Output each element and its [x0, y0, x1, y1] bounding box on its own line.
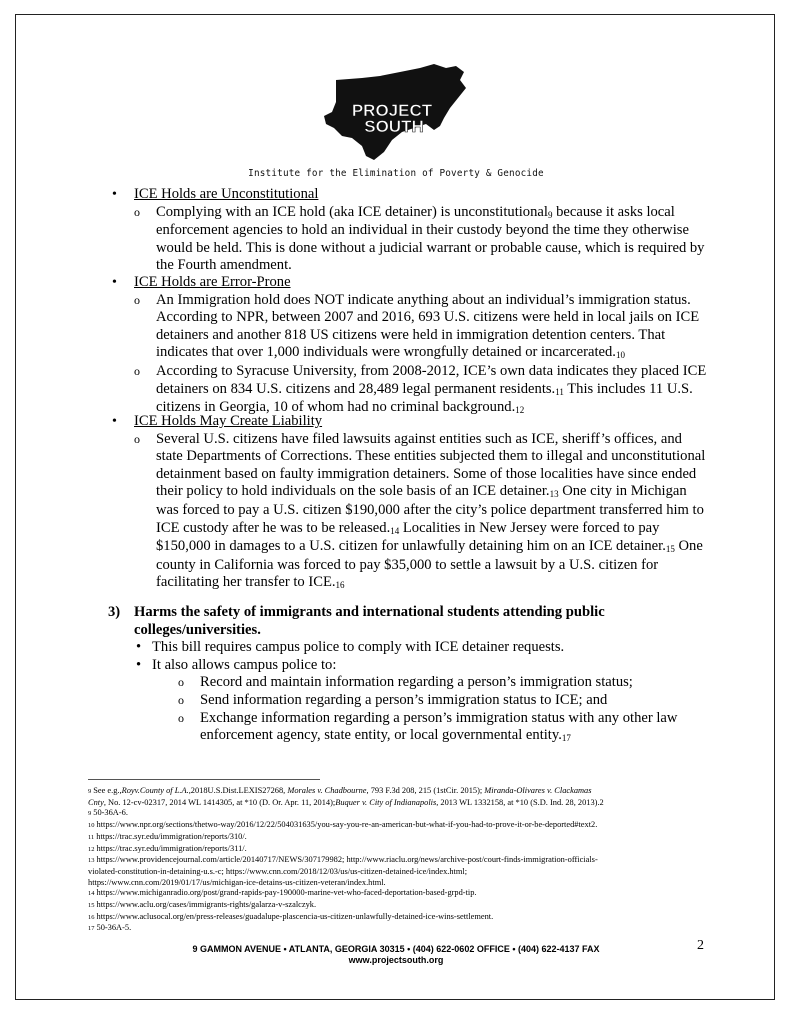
- footnote: 17 50-36A-5.: [88, 923, 132, 933]
- list-item: o An Immigration hold does NOT indicate anything about an individual’s immigration status. According to NPR, between 2007 and 2016, 693 U.S. citizens were held in local jails on ICE detainers and another 818 US citizens were held in immigration detention centers. That indicates that over 1,000 individuals were wrongfully detained or incarcerated.10: [118, 292, 708, 363]
- point-title: 3) Harms the safety of immigrants and international students attending public colleges/universities.: [108, 604, 605, 638]
- footnote-link[interactable]: violated-constitution-in-detaining-u.s.-c; https://www.cnn.com/2018/12/03/us/us-citizen-detained-ice/index.html;: [88, 866, 468, 876]
- footnote: 9 See e.g.,Royv.County of L.A.,2018U.S.Dist.LEXIS27268, Morales v. Chadbourne, 793 F.3d 208, 215 (1stCir. 2015); Miranda-Olivares v. Clackamas: [88, 786, 592, 795]
- section-unconstitutional: [118, 186, 708, 275]
- list-item: o Record and maintain information regarding a person’s immigration status;: [108, 674, 708, 692]
- footnote-link[interactable]: 16 https://www.aclusocal.org/en/press-releases/guadalupe-plascencia-us-citizen-unlawfully-detained-ice-wins-settlement.: [88, 911, 494, 921]
- footnote-link[interactable]: 10 https://www.npr.org/sections/thetwo-way/2016/12/22/504031635/you-say-you-re-an-american-but-what-if-you-had-to-prove-it-or-be-deported#text2.: [88, 820, 598, 830]
- footnote-link[interactable]: 12 https://trac.syr.edu/immigration/reports/311/.: [88, 843, 247, 853]
- list-item: o Several U.S. citizens have filed lawsuits against entities such as ICE, sheriff’s offices, and state Departments of Corrections. These entities subjected them to illegal and unconstitutional detainment based on faulty immigration detainers. Some of those localities have since ended their policy to hold individuals on the sole basis of an ICE detainer.13 One city in Michigan was forced to pay a U.S. citizen $190,000 after the city’s police department transferred him to ICE custody after he was to be released.14 Localities in New Jersey were forced to pay $150,000 in damages to a U.S. citizen for unlawfully detaining him on an ICE detainer.15 One county in California was forced to pay $35,000 to settle a lawsuit by a U.S. citizen for facilitating her transfer to ICE.16: [118, 431, 708, 593]
- project-south-logo: [322, 62, 470, 162]
- footnote: Cnty, No. 12-cv-02317, 2014 WL 1414305, at *10 (D. Or. Apr. 11, 2014);Buquer v. City of Indianapolis, 2013 WL 1332158, at *10 (S.D. Ind. 28, 2013).2: [88, 797, 604, 807]
- footnote-link[interactable]: 13 https://www.providencejournal.com/article/20140717/NEWS/307179982; http://www.riaclu.org/news/archive-post/court-finds-immigration-officials-: [88, 855, 598, 865]
- page-footer: [0, 944, 792, 966]
- footnote-link[interactable]: 15 https://www.aclu.org/cases/immigrants-rights/galarza-v-szalczyk.: [88, 900, 317, 910]
- page-number: 2: [697, 938, 704, 953]
- list-item: o Complying with an ICE hold (aka ICE detainer) is unconstitutional9 because it asks local enforcement agencies to hold an individual in their custody beyond the time they otherwise would be held. This is done without a judicial warrant or probable cause, which is required by the Fourth amendment.: [118, 204, 708, 275]
- logo-text-project: PROJECT: [351, 101, 433, 120]
- footnote-link[interactable]: https://www.cnn.com/2019/01/17/us/michigan-ice-detains-us-citizen-veteran/index.html.: [88, 877, 386, 887]
- section-heading: • ICE Holds are Unconstitutional: [118, 186, 708, 204]
- list-item: • It also allows campus police to:: [108, 657, 708, 675]
- footnotes: [88, 786, 720, 935]
- section-error-prone: [118, 274, 708, 418]
- footnote-divider: [88, 779, 320, 780]
- footnote-link[interactable]: 14 https://www.michiganradio.org/post/grand-rapids-pay-190000-marine-vet-who-faced-deportation-based-grpd-tip.: [88, 888, 477, 898]
- list-item: o According to Syracuse University, from 2008-2012, ICE’s own data indicates they placed ICE detainers on 834 U.S. citizens and 28,489 legal permanent residents.11 This includes 11 U.S. citizens in Georgia, 10 of whom had no criminal background.12: [118, 363, 708, 418]
- footer-address: 9 GAMMON AVENUE • ATLANTA, GEORGIA 30315 • (404) 622-0602 OFFICE • (404) 622-4137 FAX: [192, 944, 600, 954]
- section-heading: • ICE Holds May Create Liability: [118, 413, 708, 431]
- footer-website[interactable]: www.projectsouth.org: [348, 955, 444, 965]
- list-item: • This bill requires campus police to comply with ICE detainer requests.: [108, 639, 708, 657]
- list-item: o Send information regarding a person’s immigration status to ICE; and: [108, 692, 708, 710]
- logo-text-south: SOUTH: [364, 117, 424, 136]
- section-liability: [118, 413, 708, 593]
- numbered-point-3: [108, 604, 708, 746]
- footnote-link[interactable]: 11 https://trac.syr.edu/immigration/reports/310/.: [88, 831, 247, 841]
- footnote: 9 50-36A-6.: [88, 808, 128, 818]
- tagline: Institute for the Elimination of Poverty & Genocide: [248, 168, 544, 179]
- section-heading: • ICE Holds are Error-Prone: [118, 274, 708, 292]
- list-item: o Exchange information regarding a person’s immigration status with any other law enforcement agency, state entity, or local governmental entity.17: [108, 710, 708, 746]
